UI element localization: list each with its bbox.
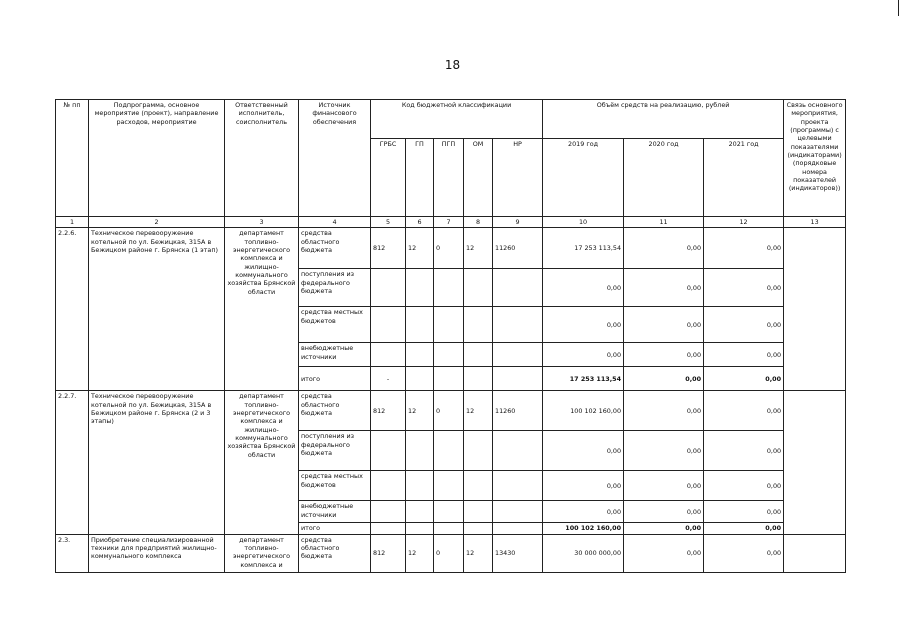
header-2020: 2020 год xyxy=(624,139,704,217)
col-number: 5 xyxy=(371,217,406,228)
col-number: 7 xyxy=(434,217,464,228)
cell-pgp: 0 xyxy=(434,534,464,572)
cell-2020-total: 0,00 xyxy=(624,367,704,391)
cell-np: 13430 xyxy=(493,534,543,572)
source-regional: средства областного бюджета xyxy=(299,391,371,431)
cell-2021: 0,00 xyxy=(704,228,784,269)
header-volume: Объём средств на реализацию, рублей xyxy=(543,100,784,139)
col-number: 6 xyxy=(406,217,434,228)
cell-gp: 12 xyxy=(406,391,434,431)
header-num: № пп xyxy=(56,100,89,217)
source-local: средства местных бюджетов xyxy=(299,471,371,501)
page-number: 18 xyxy=(444,58,461,72)
cell-2019-total: 100 102 160,00 xyxy=(543,523,624,534)
cell-2019: 0,00 xyxy=(543,269,624,307)
table-row xyxy=(56,534,846,572)
cell-2019-total: 17 253 113,54 xyxy=(543,367,624,391)
cell-2021: 0,00 xyxy=(704,501,784,523)
cell-2019: 100 102 160,00 xyxy=(543,391,624,431)
cell-2019: 0,00 xyxy=(543,471,624,501)
col-number: 3 xyxy=(225,217,299,228)
col-number: 9 xyxy=(493,217,543,228)
header-gp: ГП xyxy=(406,139,434,217)
cell-2020: 0,00 xyxy=(624,391,704,431)
item-num: 2.2.7. xyxy=(56,391,89,534)
cell-2021: 0,00 xyxy=(704,431,784,471)
cell-2020: 0,00 xyxy=(624,534,704,572)
item-executor: департамент топливно-энергетического комплекса и жилищно-коммунального хозяйства Брянской области xyxy=(225,391,299,534)
item-executor: департамент топливно-энергетического комплекса и xyxy=(225,534,299,572)
cell-2021: 0,00 xyxy=(704,307,784,343)
cell-2020: 0,00 xyxy=(624,471,704,501)
cell-2020: 0,00 xyxy=(624,307,704,343)
source-regional: средства областного бюджета xyxy=(299,534,371,572)
cell-pgp: 0 xyxy=(434,391,464,431)
header-kbk: Код бюджетной классификации xyxy=(371,100,543,139)
cell-pgp: 0 xyxy=(434,228,464,269)
table-row xyxy=(56,391,846,431)
cell-2019: 0,00 xyxy=(543,343,624,367)
cell-gp: 12 xyxy=(406,534,434,572)
cell-2019: 0,00 xyxy=(543,431,624,471)
cell-np: 11260 xyxy=(493,228,543,269)
source-extra: внебюджетные источники xyxy=(299,343,371,367)
cell-2021: 0,00 xyxy=(704,471,784,501)
cell-om: 12 xyxy=(464,228,493,269)
header-grbs: ГРБС xyxy=(371,139,406,217)
source-total: итого xyxy=(299,367,371,391)
header-program: Подпрограмма, основное мероприятие (проект), направление расходов, мероприятие xyxy=(89,100,225,217)
item-executor: департамент топливно-энергетического комплекса и жилищно-коммунального хозяйства Брянской области xyxy=(225,228,299,391)
source-extra: внебюджетные источники xyxy=(299,501,371,523)
cell-np: 11260 xyxy=(493,391,543,431)
col-number: 10 xyxy=(543,217,624,228)
item-name: Техническое перевооружение котельной по ул. Бежицкая, 315А в Бежицком районе г. Брянска (2 и 3 этапы) xyxy=(89,391,225,534)
header-pgp: ПГП xyxy=(434,139,464,217)
cell-2020: 0,00 xyxy=(624,343,704,367)
cell-om: 12 xyxy=(464,391,493,431)
source-local: средства местных бюджетов xyxy=(299,307,371,343)
cell-2021-total: 0,00 xyxy=(704,367,784,391)
cell-2021-total: 0,00 xyxy=(704,523,784,534)
col-number: 1 xyxy=(56,217,89,228)
cell-gp: 12 xyxy=(406,228,434,269)
cell-2021: 0,00 xyxy=(704,269,784,307)
cell-link xyxy=(784,534,846,572)
column-number-row xyxy=(56,217,846,228)
source-federal: поступления из федерального бюджета xyxy=(299,431,371,471)
col-number: 13 xyxy=(784,217,846,228)
cell-2020-total: 0,00 xyxy=(624,523,704,534)
cell-grbs: 812 xyxy=(371,534,406,572)
edge-mark xyxy=(898,0,899,16)
source-total: итого xyxy=(299,523,371,534)
cell-2021: 0,00 xyxy=(704,343,784,367)
cell-2020: 0,00 xyxy=(624,269,704,307)
cell-2019: 0,00 xyxy=(543,307,624,343)
budget-table xyxy=(55,99,846,573)
cell-2020: 0,00 xyxy=(624,431,704,471)
col-number: 4 xyxy=(299,217,371,228)
cell-2019: 0,00 xyxy=(543,501,624,523)
item-num: 2.3. xyxy=(56,534,89,572)
cell-link xyxy=(784,228,846,391)
header-row xyxy=(56,100,846,139)
header-om: ОМ xyxy=(464,139,493,217)
col-number: 11 xyxy=(624,217,704,228)
cell-dash: - xyxy=(371,367,406,391)
header-2021: 2021 год xyxy=(704,139,784,217)
source-federal: поступления из федерального бюджета xyxy=(299,269,371,307)
col-number: 12 xyxy=(704,217,784,228)
col-number: 8 xyxy=(464,217,493,228)
header-np: НР xyxy=(493,139,543,217)
header-executor: Ответственный исполнитель, соисполнитель xyxy=(225,100,299,217)
cell-2021: 0,00 xyxy=(704,391,784,431)
cell-2020: 0,00 xyxy=(624,228,704,269)
cell-om: 12 xyxy=(464,534,493,572)
header-source: Источник финансового обеспечения xyxy=(299,100,371,217)
table-row xyxy=(56,228,846,269)
cell-2020: 0,00 xyxy=(624,501,704,523)
item-num: 2.2.6. xyxy=(56,228,89,391)
cell-2021: 0,00 xyxy=(704,534,784,572)
source-regional: средства областного бюджета xyxy=(299,228,371,269)
cell-grbs: 812 xyxy=(371,228,406,269)
cell-link xyxy=(784,391,846,534)
item-name: Приобретение специализированной техники для предприятий жилищно-коммунального комплекса xyxy=(89,534,225,572)
header-2019: 2019 год xyxy=(543,139,624,217)
cell-2019: 30 000 000,00 xyxy=(543,534,624,572)
cell-grbs: 812 xyxy=(371,391,406,431)
cell-2019: 17 253 113,54 xyxy=(543,228,624,269)
header-link: Связь основного мероприятия, проекта (программы) с целевыми показателями (индикаторами) (порядковые номера показателей (индикаторов)) xyxy=(784,100,846,217)
col-number: 2 xyxy=(89,217,225,228)
item-name: Техническое перевооружение котельной по ул. Бежицкая, 315А в Бежицком районе г. Брянска (1 этап) xyxy=(89,228,225,391)
